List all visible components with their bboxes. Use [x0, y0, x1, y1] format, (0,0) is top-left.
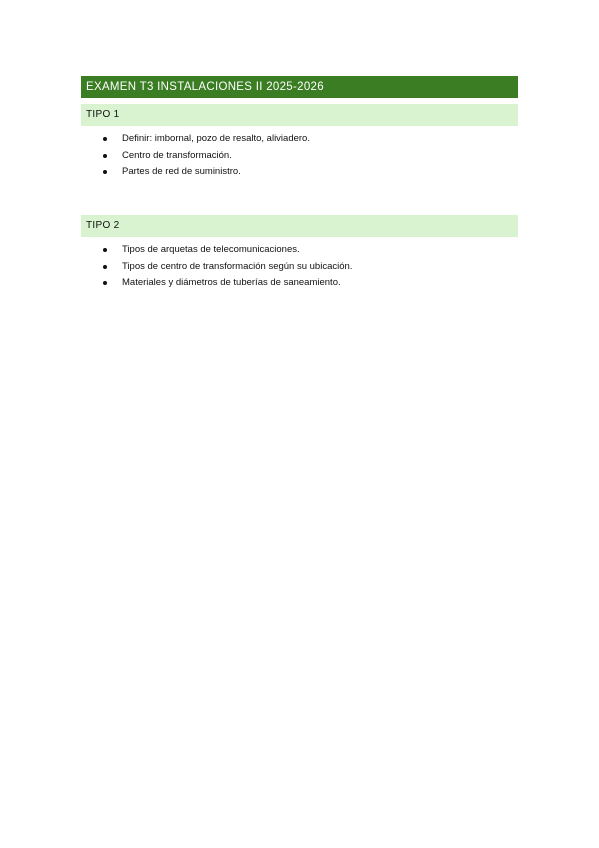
question-text: Centro de transformación. [122, 149, 232, 161]
section-header-tipo-2: TIPO 2 [81, 215, 518, 237]
question-text: Tipos de centro de transformación según su ubicación. [122, 260, 353, 272]
bullet-icon [103, 170, 107, 174]
bullet-icon [103, 154, 107, 158]
question-text: Definir: imbornal, pozo de resalto, aliviadero. [122, 133, 310, 144]
bullet-icon [103, 137, 107, 141]
exam-title: EXAMEN T3 INSTALACIONES II 2025-2026 [81, 76, 518, 98]
question-text: Partes de red de suministro. [122, 166, 241, 177]
bullet-icon [103, 248, 107, 252]
bullet-icon [103, 265, 107, 269]
section-header-tipo-1: TIPO 1 [81, 104, 518, 126]
bullet-icon [103, 281, 107, 285]
question-text: Tipos de arquetas de telecomunicaciones. [122, 244, 300, 255]
question-text: Materiales y diámetros de tuberías de saneamiento. [122, 277, 341, 288]
